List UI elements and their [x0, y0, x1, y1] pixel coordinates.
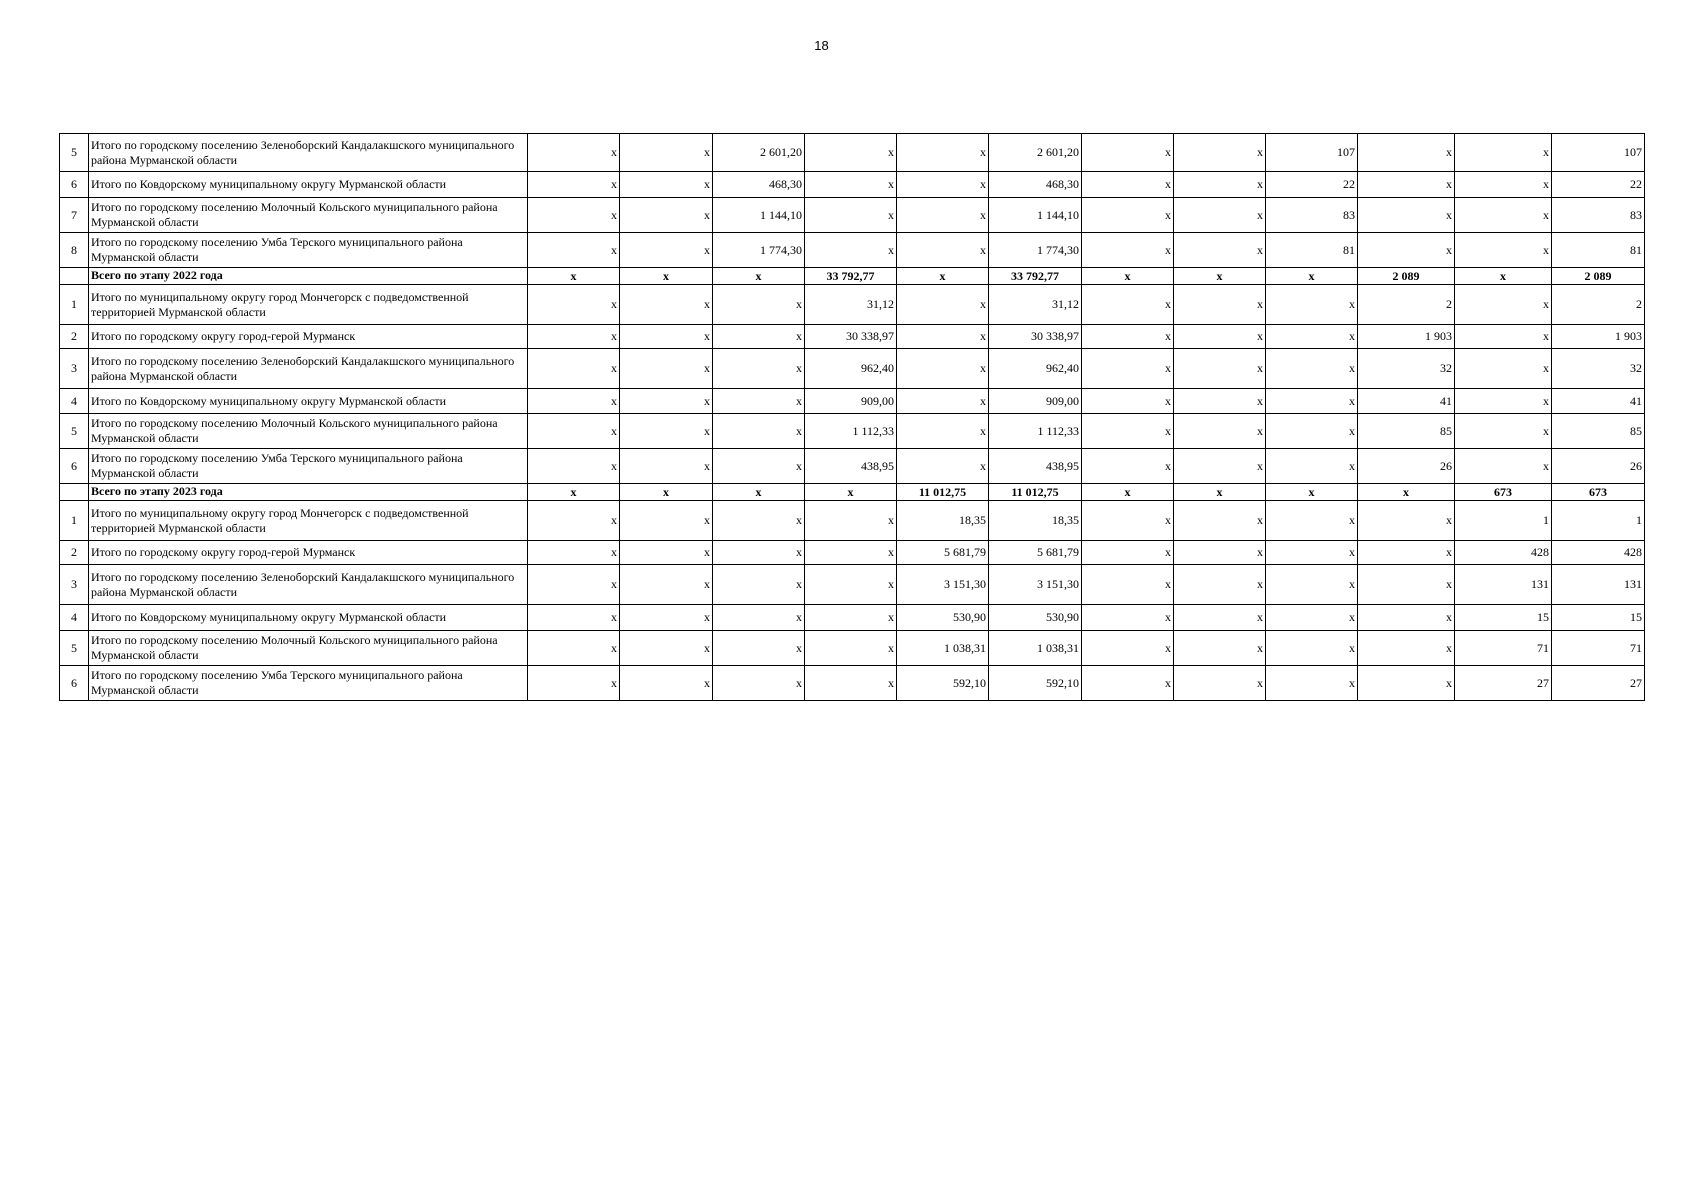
value-cell: 5 681,79: [897, 541, 989, 565]
value-cell: 2: [1552, 285, 1645, 325]
value-cell: x: [528, 325, 620, 349]
value-cell: 5 681,79: [989, 541, 1082, 565]
row-number: 6: [60, 666, 89, 701]
value-cell: x: [620, 605, 713, 631]
value-cell: x: [620, 565, 713, 605]
row-number: 1: [60, 501, 89, 541]
value-cell: x: [1174, 449, 1266, 484]
table-row: [60, 414, 1645, 449]
value-cell: x: [1082, 414, 1174, 449]
value-cell: 1 903: [1358, 325, 1455, 349]
value-cell: x: [1174, 565, 1266, 605]
value-cell: 32: [1552, 349, 1645, 389]
row-number: [60, 268, 89, 285]
row-number: [60, 484, 89, 501]
value-cell: x: [1358, 484, 1455, 501]
value-cell: x: [1455, 389, 1552, 414]
row-name: Итого по городскому поселению Молочный Кольского муниципального района Мурманской области: [89, 631, 528, 666]
value-cell: x: [1174, 484, 1266, 501]
value-cell: x: [805, 565, 897, 605]
row-name: Итого по Ковдорскому муниципальному округу Мурманской области: [89, 389, 528, 414]
value-cell: x: [897, 172, 989, 198]
table-row: [60, 134, 1645, 172]
value-cell: x: [805, 484, 897, 501]
value-cell: x: [805, 134, 897, 172]
value-cell: x: [1266, 605, 1358, 631]
value-cell: x: [1455, 285, 1552, 325]
value-cell: x: [1082, 501, 1174, 541]
value-cell: x: [713, 325, 805, 349]
table-row: [60, 449, 1645, 484]
value-cell: x: [528, 285, 620, 325]
value-cell: x: [805, 198, 897, 233]
value-cell: 2 089: [1552, 268, 1645, 285]
value-cell: 1 144,10: [989, 198, 1082, 233]
value-cell: 1 038,31: [989, 631, 1082, 666]
value-cell: x: [713, 501, 805, 541]
value-cell: x: [1174, 134, 1266, 172]
value-cell: 30 338,97: [805, 325, 897, 349]
value-cell: x: [713, 666, 805, 701]
value-cell: x: [620, 172, 713, 198]
value-cell: 26: [1358, 449, 1455, 484]
value-cell: x: [805, 501, 897, 541]
row-number: 3: [60, 349, 89, 389]
row-name: Итого по муниципальному округу город Мончегорск с подведомственной территорией Мурманской области: [89, 501, 528, 541]
value-cell: x: [1455, 233, 1552, 268]
row-number: 5: [60, 631, 89, 666]
value-cell: x: [1266, 325, 1358, 349]
value-cell: x: [620, 268, 713, 285]
table-row: [60, 172, 1645, 198]
value-cell: x: [620, 666, 713, 701]
row-number: 5: [60, 134, 89, 172]
value-cell: 41: [1358, 389, 1455, 414]
row-name: Итого по муниципальному округу город Мончегорск с подведомственной территорией Мурманской области: [89, 285, 528, 325]
table-row: [60, 631, 1645, 666]
value-cell: x: [1266, 285, 1358, 325]
value-cell: x: [1082, 198, 1174, 233]
value-cell: x: [1266, 631, 1358, 666]
value-cell: x: [897, 198, 989, 233]
value-cell: x: [805, 541, 897, 565]
value-cell: 30 338,97: [989, 325, 1082, 349]
table-row: [60, 285, 1645, 325]
value-cell: 530,90: [989, 605, 1082, 631]
value-cell: x: [528, 233, 620, 268]
row-number: 5: [60, 414, 89, 449]
value-cell: x: [1082, 484, 1174, 501]
value-cell: 673: [1455, 484, 1552, 501]
row-name: Итого по городскому поселению Умба Терского муниципального района Мурманской области: [89, 666, 528, 701]
value-cell: x: [1082, 389, 1174, 414]
value-cell: 962,40: [805, 349, 897, 389]
value-cell: 592,10: [989, 666, 1082, 701]
value-cell: x: [1082, 268, 1174, 285]
value-cell: x: [1358, 541, 1455, 565]
value-cell: 468,30: [989, 172, 1082, 198]
value-cell: x: [1358, 666, 1455, 701]
value-cell: x: [1358, 134, 1455, 172]
row-number: 2: [60, 541, 89, 565]
value-cell: x: [1358, 172, 1455, 198]
table-row: [60, 605, 1645, 631]
value-cell: x: [1082, 285, 1174, 325]
value-cell: 3 151,30: [989, 565, 1082, 605]
value-cell: 27: [1552, 666, 1645, 701]
value-cell: 1: [1455, 501, 1552, 541]
value-cell: 27: [1455, 666, 1552, 701]
value-cell: 26: [1552, 449, 1645, 484]
value-cell: x: [1455, 414, 1552, 449]
value-cell: x: [1455, 268, 1552, 285]
value-cell: x: [897, 449, 989, 484]
value-cell: 71: [1455, 631, 1552, 666]
table-row: [60, 325, 1645, 349]
value-cell: x: [528, 484, 620, 501]
value-cell: 1 774,30: [713, 233, 805, 268]
value-cell: 31,12: [805, 285, 897, 325]
value-cell: x: [1082, 134, 1174, 172]
value-cell: 85: [1358, 414, 1455, 449]
value-cell: x: [1174, 666, 1266, 701]
value-cell: 438,95: [805, 449, 897, 484]
value-cell: x: [1174, 631, 1266, 666]
value-cell: x: [1358, 198, 1455, 233]
value-cell: 85: [1552, 414, 1645, 449]
table-row: [60, 198, 1645, 233]
value-cell: x: [528, 414, 620, 449]
value-cell: x: [1455, 134, 1552, 172]
value-cell: 909,00: [989, 389, 1082, 414]
value-cell: x: [528, 631, 620, 666]
value-cell: x: [713, 631, 805, 666]
value-cell: 15: [1455, 605, 1552, 631]
value-cell: 530,90: [897, 605, 989, 631]
value-cell: x: [528, 198, 620, 233]
value-cell: 428: [1455, 541, 1552, 565]
row-number: 4: [60, 389, 89, 414]
value-cell: x: [713, 484, 805, 501]
value-cell: 83: [1266, 198, 1358, 233]
value-cell: 3 151,30: [897, 565, 989, 605]
value-cell: x: [897, 325, 989, 349]
value-cell: x: [620, 233, 713, 268]
value-cell: 2 601,20: [713, 134, 805, 172]
value-cell: 81: [1552, 233, 1645, 268]
value-cell: x: [1455, 449, 1552, 484]
value-cell: 1 112,33: [989, 414, 1082, 449]
value-cell: x: [620, 501, 713, 541]
value-cell: x: [713, 449, 805, 484]
value-cell: 1 112,33: [805, 414, 897, 449]
value-cell: x: [1174, 501, 1266, 541]
table-row: [60, 233, 1645, 268]
table-body: [60, 134, 1645, 701]
value-cell: 438,95: [989, 449, 1082, 484]
table-row: [60, 541, 1645, 565]
value-cell: x: [1266, 565, 1358, 605]
value-cell: 909,00: [805, 389, 897, 414]
value-cell: 107: [1266, 134, 1358, 172]
row-name: Итого по городскому округу город-герой Мурманск: [89, 541, 528, 565]
value-cell: x: [1082, 233, 1174, 268]
value-cell: x: [620, 541, 713, 565]
table-row: [60, 389, 1645, 414]
row-name: Итого по Ковдорскому муниципальному округу Мурманской области: [89, 605, 528, 631]
value-cell: x: [1266, 484, 1358, 501]
table-row: [60, 349, 1645, 389]
value-cell: 962,40: [989, 349, 1082, 389]
value-cell: x: [1455, 172, 1552, 198]
value-cell: x: [1174, 605, 1266, 631]
row-name: Итого по городскому поселению Молочный Кольского муниципального района Мурманской области: [89, 414, 528, 449]
table-row: [60, 565, 1645, 605]
value-cell: x: [713, 268, 805, 285]
value-cell: x: [1358, 605, 1455, 631]
value-cell: x: [1082, 172, 1174, 198]
value-cell: x: [1174, 349, 1266, 389]
value-cell: 131: [1552, 565, 1645, 605]
value-cell: x: [620, 449, 713, 484]
value-cell: x: [1358, 501, 1455, 541]
value-cell: x: [1266, 666, 1358, 701]
value-cell: x: [897, 389, 989, 414]
value-cell: x: [620, 198, 713, 233]
value-cell: x: [1266, 541, 1358, 565]
value-cell: 18,35: [897, 501, 989, 541]
value-cell: x: [620, 349, 713, 389]
value-cell: 428: [1552, 541, 1645, 565]
value-cell: x: [620, 389, 713, 414]
value-cell: x: [528, 565, 620, 605]
value-cell: x: [528, 389, 620, 414]
value-cell: 33 792,77: [805, 268, 897, 285]
row-name: Всего по этапу 2023 года: [89, 484, 528, 501]
value-cell: x: [805, 233, 897, 268]
value-cell: x: [897, 233, 989, 268]
value-cell: x: [620, 414, 713, 449]
value-cell: 22: [1266, 172, 1358, 198]
value-cell: 107: [1552, 134, 1645, 172]
value-cell: 15: [1552, 605, 1645, 631]
value-cell: x: [528, 605, 620, 631]
value-cell: x: [1174, 541, 1266, 565]
stage-total-row: [60, 484, 1645, 501]
value-cell: x: [713, 541, 805, 565]
value-cell: 1 144,10: [713, 198, 805, 233]
row-number: 1: [60, 285, 89, 325]
value-cell: 33 792,77: [989, 268, 1082, 285]
page-number: 18: [814, 38, 829, 53]
row-name: Итого по городскому поселению Зеленоборский Кандалакшского муниципального района Мурманской области: [89, 349, 528, 389]
value-cell: x: [713, 285, 805, 325]
value-cell: 31,12: [989, 285, 1082, 325]
value-cell: x: [713, 349, 805, 389]
value-cell: 131: [1455, 565, 1552, 605]
value-cell: x: [1082, 541, 1174, 565]
value-cell: x: [1082, 325, 1174, 349]
value-cell: 2: [1358, 285, 1455, 325]
table-row: [60, 666, 1645, 701]
value-cell: x: [713, 389, 805, 414]
row-number: 2: [60, 325, 89, 349]
value-cell: x: [1266, 389, 1358, 414]
value-cell: x: [1174, 172, 1266, 198]
value-cell: 592,10: [897, 666, 989, 701]
value-cell: 11 012,75: [989, 484, 1082, 501]
value-cell: 18,35: [989, 501, 1082, 541]
value-cell: x: [1266, 349, 1358, 389]
value-cell: x: [528, 541, 620, 565]
value-cell: x: [897, 414, 989, 449]
row-name: Итого по городскому поселению Умба Терского муниципального района Мурманской области: [89, 233, 528, 268]
value-cell: x: [1174, 198, 1266, 233]
value-cell: x: [897, 268, 989, 285]
value-cell: x: [620, 325, 713, 349]
table-row: [60, 501, 1645, 541]
row-name: Всего по этапу 2022 года: [89, 268, 528, 285]
value-cell: 1 774,30: [989, 233, 1082, 268]
value-cell: x: [1358, 631, 1455, 666]
value-cell: x: [897, 349, 989, 389]
value-cell: 22: [1552, 172, 1645, 198]
value-cell: x: [713, 605, 805, 631]
value-cell: 1 903: [1552, 325, 1645, 349]
value-cell: x: [1455, 325, 1552, 349]
row-number: 6: [60, 172, 89, 198]
value-cell: x: [620, 285, 713, 325]
value-cell: x: [1455, 198, 1552, 233]
value-cell: x: [620, 484, 713, 501]
value-cell: x: [528, 172, 620, 198]
row-name: Итого по городскому поселению Зеленоборский Кандалакшского муниципального района Мурманской области: [89, 134, 528, 172]
value-cell: 468,30: [713, 172, 805, 198]
row-name: Итого по городскому округу город-герой Мурманск: [89, 325, 528, 349]
value-cell: 1: [1552, 501, 1645, 541]
value-cell: x: [1174, 268, 1266, 285]
value-cell: x: [1174, 233, 1266, 268]
value-cell: x: [897, 134, 989, 172]
value-cell: x: [1266, 449, 1358, 484]
stage-total-row: [60, 268, 1645, 285]
value-cell: x: [620, 631, 713, 666]
value-cell: x: [620, 134, 713, 172]
value-cell: x: [1174, 285, 1266, 325]
value-cell: 11 012,75: [897, 484, 989, 501]
value-cell: 1 038,31: [897, 631, 989, 666]
value-cell: x: [1082, 631, 1174, 666]
value-cell: x: [528, 134, 620, 172]
value-cell: 41: [1552, 389, 1645, 414]
row-number: 8: [60, 233, 89, 268]
value-cell: 83: [1552, 198, 1645, 233]
value-cell: x: [713, 565, 805, 605]
row-number: 6: [60, 449, 89, 484]
value-cell: x: [528, 268, 620, 285]
value-cell: x: [805, 631, 897, 666]
value-cell: x: [1082, 565, 1174, 605]
value-cell: x: [1082, 605, 1174, 631]
value-cell: x: [528, 501, 620, 541]
value-cell: x: [1082, 449, 1174, 484]
value-cell: x: [528, 349, 620, 389]
row-number: 7: [60, 198, 89, 233]
data-table: [59, 133, 1645, 701]
value-cell: x: [1358, 565, 1455, 605]
value-cell: x: [1266, 268, 1358, 285]
value-cell: x: [1174, 389, 1266, 414]
row-name: Итого по городскому поселению Умба Терского муниципального района Мурманской области: [89, 449, 528, 484]
value-cell: x: [1266, 414, 1358, 449]
value-cell: 2 601,20: [989, 134, 1082, 172]
row-name: Итого по городскому поселению Молочный Кольского муниципального района Мурманской области: [89, 198, 528, 233]
value-cell: x: [805, 605, 897, 631]
value-cell: x: [713, 414, 805, 449]
row-number: 4: [60, 605, 89, 631]
value-cell: x: [1358, 233, 1455, 268]
value-cell: x: [805, 666, 897, 701]
row-number: 3: [60, 565, 89, 605]
value-cell: 2 089: [1358, 268, 1455, 285]
value-cell: 673: [1552, 484, 1645, 501]
value-cell: x: [1174, 325, 1266, 349]
value-cell: x: [805, 172, 897, 198]
value-cell: 71: [1552, 631, 1645, 666]
value-cell: x: [1082, 666, 1174, 701]
row-name: Итого по Ковдорскому муниципальному округу Мурманской области: [89, 172, 528, 198]
value-cell: 81: [1266, 233, 1358, 268]
value-cell: x: [1266, 501, 1358, 541]
value-cell: x: [1174, 414, 1266, 449]
value-cell: x: [1082, 349, 1174, 389]
value-cell: x: [528, 666, 620, 701]
value-cell: x: [897, 285, 989, 325]
row-name: Итого по городскому поселению Зеленоборский Кандалакшского муниципального района Мурманской области: [89, 565, 528, 605]
value-cell: x: [528, 449, 620, 484]
value-cell: x: [1455, 349, 1552, 389]
value-cell: 32: [1358, 349, 1455, 389]
